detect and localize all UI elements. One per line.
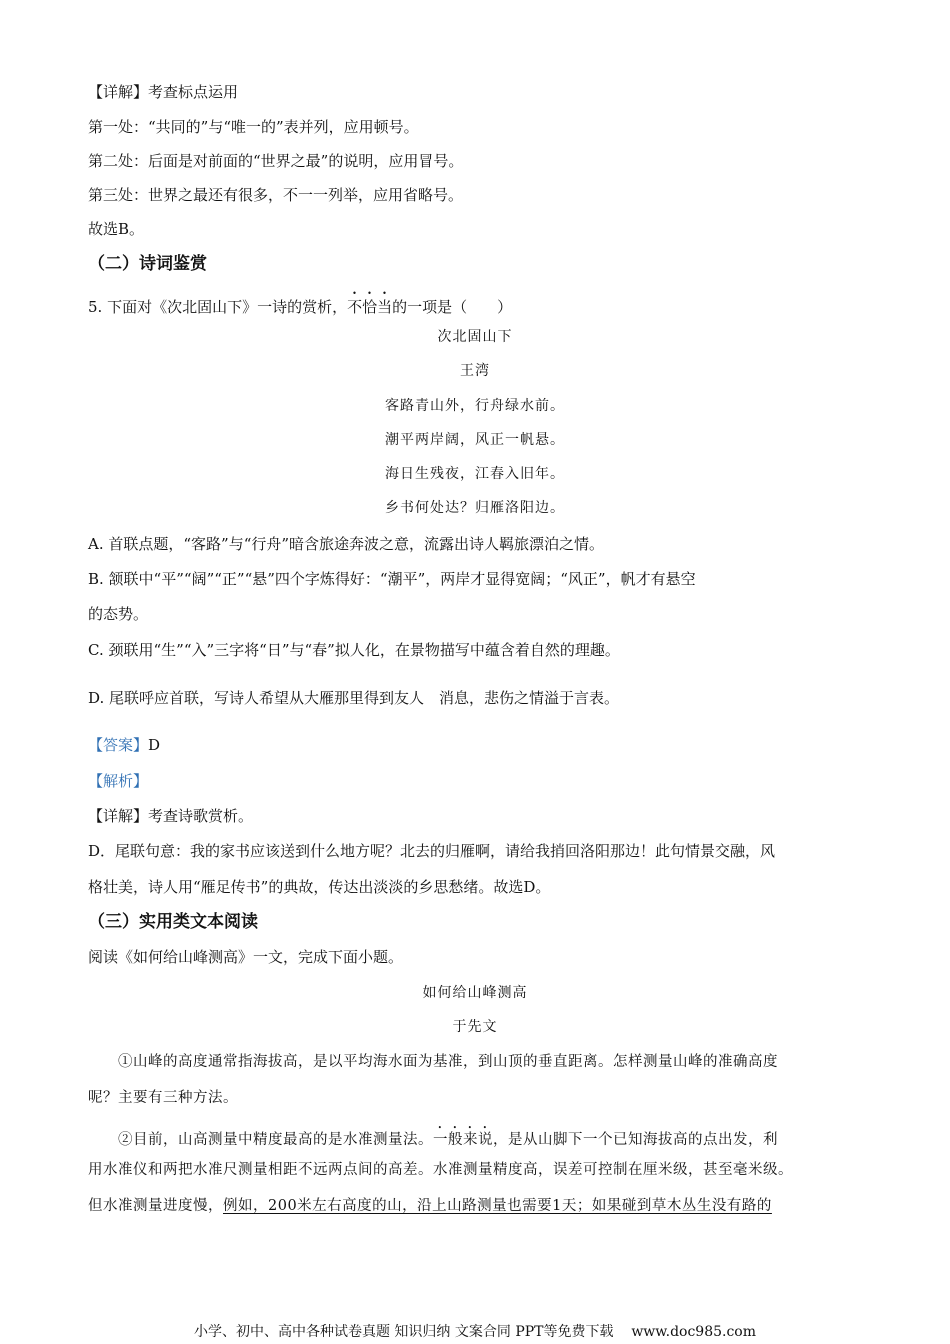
paragraph-2-line-1 [118,1124,778,1150]
section-heading-reading: （三）实用类文本阅读 [88,912,258,932]
poem-line-1: 客路青山外，行舟绿水前。 [385,398,565,414]
article-title: 如何给山峰测高 [422,985,528,1001]
paragraph-1-line-1: ①山峰的高度通常指海拔高，是以平均海水面为基准，到山顶的垂直距离。怎样测量山峰的准确高度 [118,1054,778,1070]
p2-line3-pre: 但水准测量进度慢， [88,1198,223,1214]
question-emphasis: 不恰当 [347,298,393,316]
poem-line-3: 海日生残夜，江春入旧年。 [385,466,565,482]
option-c: C. 颈联用“生”“入”三字将“日”与“春”拟人化，在景物描写中蕴含着自然的理趣。 [88,641,620,659]
section-heading-poetry: （二）诗词鉴赏 [88,254,207,274]
page-footer [0,1322,950,1342]
paragraph-2-line-3 [88,1196,772,1216]
analysis-detail-title: 【详解】考查诗歌赏析。 [88,807,254,825]
reading-intro: 阅读《如何给山峰测高》一文，完成下面小题。 [88,948,404,966]
p2-pre: ②目前，山高测量中精度最高的是水准测量法。 [118,1132,433,1148]
answer-line [88,735,160,755]
article-author: 于先文 [452,1019,498,1035]
question-pre: 5. 下面对《次北固山下》一诗的赏析， [88,298,348,316]
option-a: A. 首联点题，“客路”与“行舟”暗含旅途奔波之意，流露出诗人羁旅漂泊之情。 [88,535,605,553]
footer-url[interactable]: www.doc985.com [631,1324,757,1340]
option-d: D. 尾联呼应首联，写诗人希望从大雁那里得到友人 消息，悲伤之情溢于言表。 [88,689,620,707]
analysis-label: 【解析】 [88,772,149,790]
analysis-line-2: 格壮美，诗人用“雁足传书”的典故，传达出淡淡的乡思愁绪。故选D。 [88,878,551,896]
answer-label: 【答案】 [88,736,149,754]
paragraph-2-line-2: 用水准仪和两把水准尺测量相距不远两点间的高差。水准测量精度高，误差可控制在厘米级，甚至毫米级。 [88,1162,793,1178]
detail-line-3: 第三处：世界之最还有很多，不一一列举，应用省略号。 [88,186,464,204]
detail-conclusion: 故选B。 [88,220,145,238]
p2-line3-underlined: 例如，200米左右高度的山，沿上山路测量也需要1天；如果碰到草木丛生没有路的 [223,1198,772,1214]
poem-line-4: 乡书何处达？归雁洛阳边。 [385,500,565,516]
detail-line-1: 第一处：“共同的”与“唯一的”表并列，应用顿号。 [88,118,419,136]
question-post: 的一项是（ ） [392,298,513,316]
paragraph-1-line-2: 呢？主要有三种方法。 [88,1090,238,1106]
answer-value: D [148,736,161,754]
p2-post: ，是从山脚下一个已知海拔高的点出发，利 [493,1132,778,1148]
poem-author: 王湾 [460,363,490,379]
footer-text: 小学、初中、高中各种试卷真题 知识归纳 文案合同 PPT等免费下载 [193,1324,614,1340]
p2-emphasis: 一般来说 [433,1132,493,1148]
analysis-line-1: D．尾联句意：我的家书应该送到什么地方呢？北去的归雁啊，请给我捎回洛阳那边！此句情景交融，风 [88,842,776,860]
option-b-line-2: 的态势。 [88,605,149,623]
detail-title: 【详解】考查标点运用 [88,83,239,101]
poem-line-2: 潮平两岸阔，风正一帆悬。 [385,432,565,448]
option-b-line-1: B. 颔联中“平”“阔”“正”“悬”四个字炼得好：“潮平”，两岸才显得宽阔；“风正”，帆才有悬空 [88,570,696,588]
poem-title: 次北固山下 [437,329,513,345]
question-5 [88,289,512,317]
detail-line-2: 第二处：后面是对前面的“世界之最”的说明，应用冒号。 [88,152,464,170]
